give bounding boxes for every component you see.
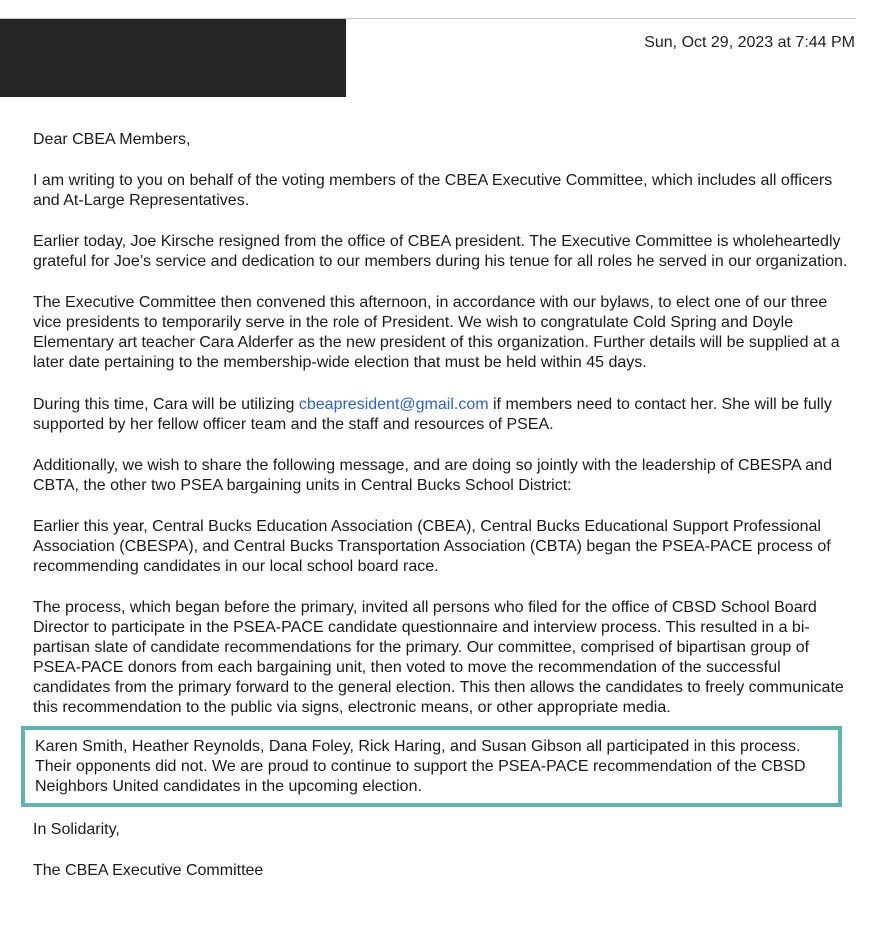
- paragraph-new-president: The Executive Committee then convened this afternoon, in accordance with our bylaws, to elect one of our three vice presidents to temporarily serve in the role of President. We wish to congratulate Cold Spring and Doyle Elementary art teacher Cara Alderfer as the new president of this organization. Further details will be supplied at a later date pertaining to the membership-wide election that must be held within 45 days.: [33, 294, 840, 371]
- paragraph-process-details: The process, which began before the primary, invited all persons who filed for the office of CBSD School Board Director to participate in the PSEA-PACE candidate questionnaire and interview process. This resulted in a bi-partisan slate of candidate recommendations for the primary. Our committee, comprised of bipartisan group of PSEA-PACE donors from each bargaining unit, then voted to move the recommendation of the successful candidates from the primary forward to the general election. This then allows the candidates to freely communicate this recommendation to the public via signs, electronic means, or other appropriate media.: [33, 599, 844, 716]
- paragraph-resignation: Earlier today, Joe Kirsche resigned from the office of CBEA president. The Executive Committee is wholeheartedly grateful for Joe’s service and dedication to our members during his tenue for all roles he served in our organization.: [33, 233, 848, 270]
- closing: In Solidarity,: [33, 821, 120, 838]
- contact-text-after: if members need to contact her. She will be fully supported by her fellow officer team and the staff and resources of PSEA.: [33, 396, 832, 433]
- highlighted-recommendation-box: [21, 726, 842, 807]
- email-timestamp: Sun, Oct 29, 2023 at 7:44 PM: [644, 34, 855, 51]
- paragraph-pace-process: Earlier this year, Central Bucks Education Association (CBEA), Central Bucks Educational Support Professional Association (CBESPA), and Central Bucks Transportation Association (CBTA) began the PSEA-PACE process of recommending candidates in our local school board race.: [33, 518, 831, 575]
- signature: The CBEA Executive Committee: [33, 862, 264, 879]
- contact-text-before: During this time, Cara will be utilizing: [33, 396, 299, 413]
- paragraph-intro: I am writing to you on behalf of the voting members of the CBEA Executive Committee, which includes all officers and At-Large Representatives.: [33, 172, 833, 209]
- paragraph-contact: [33, 395, 848, 435]
- salutation: Dear CBEA Members,: [33, 131, 191, 148]
- paragraph-candidates: Karen Smith, Heather Reynolds, Dana Foley, Rick Haring, and Susan Gibson all participated in this process. Their opponents did not. We are proud to continue to support the PSEA-PACE recommendation of the CBSD Neighbors United candidates in the upcoming election.: [35, 738, 806, 795]
- president-email-link[interactable]: cbeapresident@gmail.com: [298, 396, 489, 413]
- paragraph-joint-message: Additionally, we wish to share the following message, and are doing so jointly with the leadership of CBESPA and CBTA, the other two PSEA bargaining units in Central Bucks School District:: [33, 457, 832, 494]
- redacted-sender-block: [0, 19, 346, 97]
- email-body: [33, 130, 848, 902]
